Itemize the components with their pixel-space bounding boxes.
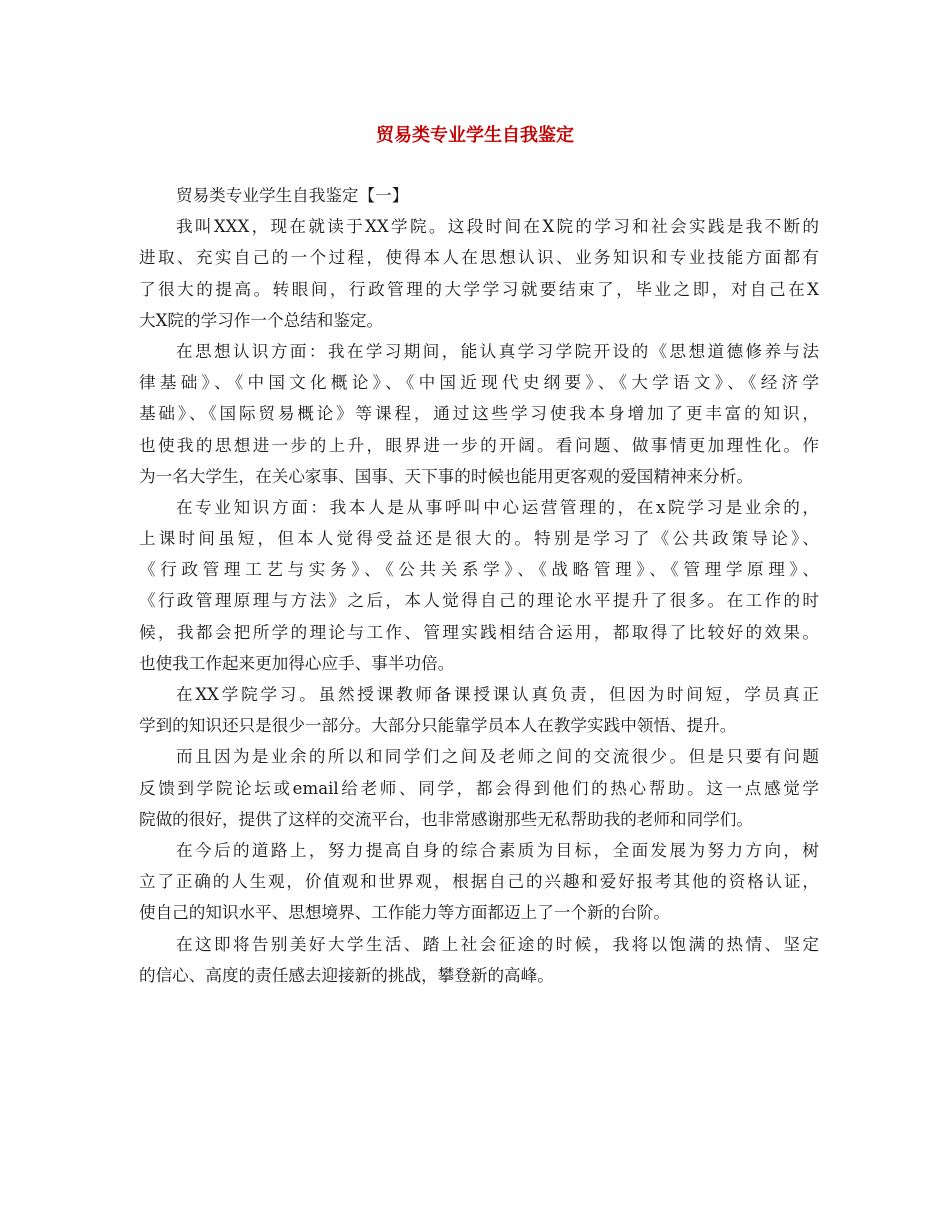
- body-text-line: 而且因为是业余的所以和同学们之间及老师之间的交流很少。但是只要有问题: [176, 747, 819, 767]
- body-text-line: 基础》、《国际贸易概论》等课程，通过这些学习使我本身增加了更丰富的知识，: [139, 404, 819, 424]
- body-text-line: 使自己的知识水平、思想境界、工作能力等方面都迈上了一个新的台阶。: [139, 903, 670, 923]
- body-text-line: 学到的知识还只是很少一部分。大部分只能靠学员本人在教学实践中领悟、提升。: [139, 716, 737, 736]
- body-text-line: 为一名大学生，在关心家事、国事、天下事的时候也能用更客观的爱国精神来分析。: [139, 466, 753, 486]
- body-text-line: 在这即将告别美好大学生活、踏上社会征途的时候，我将以饱满的热情、坚定: [176, 934, 819, 954]
- body-text-line: 在专业知识方面：我本人是从事呼叫中心运营管理的，在x院学习是业余的，: [176, 497, 819, 517]
- body-text-line: 上课时间虽短，但本人觉得受益还是很大的。特别是学习了《公共政策导论》、: [139, 529, 819, 549]
- body-text-line: 在XX学院学习。虽然授课教师备课授课认真负责，但因为时间短，学员真正: [176, 685, 819, 704]
- body-text-line: 律基础》、《中国文化概论》、《中国近现代史纲要》、《大学语文》、《经济学: [139, 373, 819, 393]
- body-text-line: 院做的很好，提供了这样的交流平台，也非常感谢那些无私帮助我的老师和同学们。: [139, 809, 753, 829]
- body-text-line: 《行政管理工艺与实务》、《公共关系学》、《战略管理》、《管理学原理》、: [139, 560, 819, 580]
- document-title: 贸易类专业学生自我鉴定: [376, 125, 574, 146]
- body-text-line: 了很大的提高。转眼间，行政管理的大学学习就要结束了，毕业之即，对自己在X: [139, 279, 819, 299]
- body-text-line: 在思想认识方面：我在学习期间，能认真学习学院开设的《思想道德修养与法: [176, 341, 819, 361]
- body-text-line: 进取、充实自己的一个过程，使得本人在思想认识、业务知识和专业技能方面都有: [139, 248, 819, 268]
- body-text-line: 大X院的学习作一个总结和鉴定。: [139, 310, 384, 330]
- body-text-line: 《行政管理原理与方法》之后，本人觉得自己的理论水平提升了很多。在工作的时: [139, 591, 819, 611]
- body-text-line: 立了正确的人生观，价值观和世界观，根据自己的兴趣和爱好报考其他的资格认证，: [139, 872, 819, 892]
- document-body: [139, 180, 819, 991]
- body-text-line: 的信心、高度的责任感去迎接新的挑战，攀登新的高峰。: [139, 965, 554, 985]
- body-text-line: 贸易类专业学生自我鉴定【一】: [176, 186, 409, 205]
- body-text-line: 我叫XXX，现在就读于XX学院。这段时间在X院的学习和社会实践是我不断的: [176, 217, 819, 237]
- body-text-line: 也使我工作起来更加得心应手、事半功倍。: [139, 653, 455, 673]
- body-text-line: 候，我都会把所学的理论与工作、管理实践相结合运用，都取得了比较好的效果。: [139, 622, 819, 642]
- body-text-line: 在今后的道路上，努力提高自身的综合素质为目标，全面发展为努力方向，树: [176, 840, 819, 860]
- body-text-line: 也使我的思想进一步的上升，眼界进一步的开阔。看问题、做事情更加理性化。作: [139, 435, 819, 455]
- body-text-line: 反馈到学院论坛或email给老师、同学，都会得到他们的热心帮助。这一点感觉学: [139, 778, 819, 798]
